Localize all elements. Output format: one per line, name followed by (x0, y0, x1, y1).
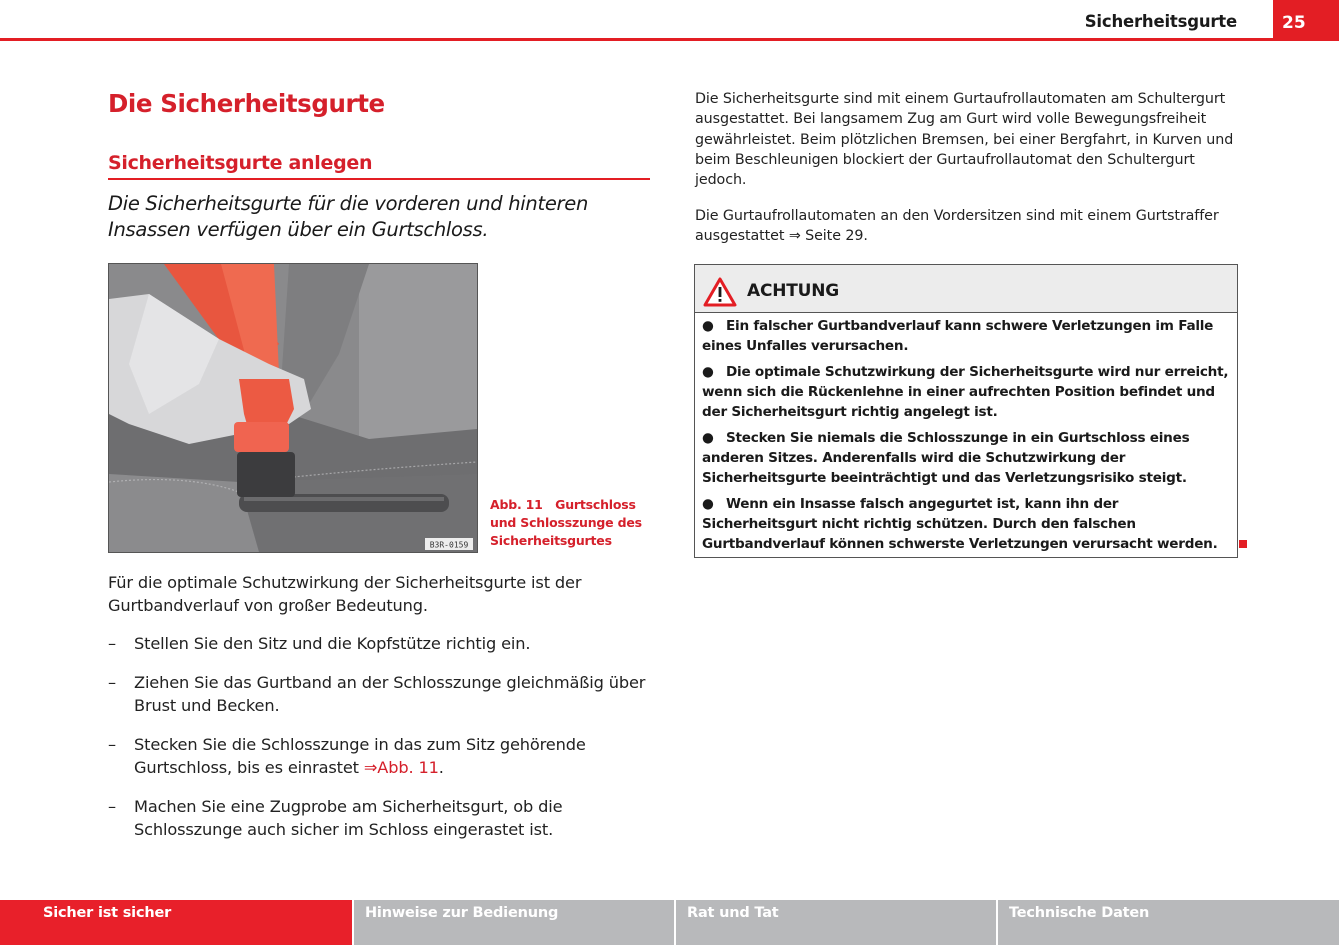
warning-item-text: Wenn ein Insasse falsch angegurtet ist, kann ihn der Sicherheitsgurt nicht richtig schützen. Durch den falschen Gurtbandverlauf können schwerste Verletzungen verursacht werden. (702, 496, 1218, 553)
bullet: ● (702, 430, 714, 446)
footer-tab-label: Sicher ist sicher (43, 905, 172, 921)
warning-header (695, 265, 1237, 313)
step-text: Stecken Sie die Schlosszunge in das zum Sitz gehörende Gurtschloss, bis es einrastet (134, 735, 586, 777)
step-text: Machen Sie eine Zugprobe am Sicherheitsgurt, ob die Schlosszunge auch sicher im Schloss eingerastet ist. (134, 797, 563, 839)
header-rule (0, 38, 1273, 41)
step-text-container (134, 734, 654, 779)
page-number-badge (1273, 0, 1339, 41)
warning-item (702, 362, 1232, 423)
footer-tab-sicher-ist-sicher[interactable] (0, 900, 352, 945)
footer-tab-label: Technische Daten (1009, 905, 1150, 921)
figure-caption-label: Abb. 11 (490, 497, 543, 512)
pretensioner-paragraph: Die Gurtaufrollautomaten an den Vordersitzen sind mit einem Gurtstraffer ausgestattet ⇒ Seite 29. (695, 208, 1219, 245)
figure-caption (490, 496, 658, 550)
section-end-marker (1239, 540, 1247, 548)
page-number: 25 (1282, 13, 1306, 33)
chapter-title: Die Sicherheitsgurte (108, 89, 385, 118)
warning-title: ACHTUNG (747, 281, 840, 301)
footer-tab-technische-daten[interactable] (998, 900, 1339, 945)
warning-triangle-icon (703, 277, 737, 307)
section-rule (108, 178, 650, 180)
step-text-end: . (438, 757, 444, 777)
footer-tab-hinweise-zur-bedienung[interactable] (354, 900, 674, 945)
warning-item (702, 316, 1232, 356)
section-title: Sicherheitsgurte anlegen (108, 152, 373, 174)
warning-item-text: Ein falscher Gurtbandverlauf kann schwere Verletzungen im Falle eines Unfalles verursachen. (702, 318, 1214, 355)
footer-tab-rat-und-tat[interactable] (676, 900, 996, 945)
footer-tab-label: Rat und Tat (687, 905, 779, 921)
seatbelt-illustration (109, 264, 477, 552)
retractor-paragraph: Die Sicherheitsgurte sind mit einem Gurtaufrollautomaten am Schultergurt ausgestattet. Bei langsamem Zug am Gurt wird volle Bewegungsfreiheit gewährleistet. Beim plötzlichen Bremsen, bei einer Bergfahrt, in Kurven und beim Beschleunigen blockiert der Gurtaufrollautomat den Schultergurt jedoch. (695, 91, 1234, 189)
bullet: ● (702, 364, 714, 380)
step-text: Stellen Sie den Sitz und die Kopfstütze richtig ein. (134, 634, 531, 653)
warning-box (694, 264, 1238, 558)
warning-item (702, 494, 1232, 555)
section-intro: Die Sicherheitsgurte für die vorderen und hinteren Insassen verfügen über ein Gurtschloss. (108, 192, 589, 241)
figure-code: B3R-0159 (429, 540, 469, 550)
step-dash: – (108, 797, 116, 816)
figure-seatbelt-buckle (108, 263, 478, 553)
step-text: Ziehen Sie das Gurtband an der Schlosszunge gleichmäßig über Brust und Becken. (134, 673, 646, 715)
bullet: ● (702, 496, 714, 512)
warning-item-text: Die optimale Schutzwirkung der Sicherheitsgurte wird nur erreicht, wenn sich die Rückenlehne in einer aufrechten Position befindet und der Sicherheitsgurt richtig angelegt ist. (702, 364, 1229, 421)
step-dash: – (108, 673, 116, 692)
body-paragraph: Für die optimale Schutzwirkung der Sicherheitsgurte ist der Gurtbandverlauf von großer Bedeutung. (108, 573, 582, 615)
figure-reference-link[interactable]: ⇒Abb. 11 (363, 757, 439, 777)
running-header-title: Sicherheitsgurte (1084, 12, 1237, 31)
warning-item-text: Stecken Sie niemals die Schlosszunge in ein Gurtschloss eines anderen Sitzes. Anderenfalls wird die Schutzwirkung der Sicherheitsgurte beeinträchtigt und das Verletzungsrisiko steigt. (702, 430, 1190, 487)
warning-item (702, 428, 1232, 489)
figure-caption-text: Gurtschloss und Schlosszunge des Sicherheitsgurtes (490, 497, 642, 548)
step-dash: – (108, 735, 116, 754)
step-dash: – (108, 634, 116, 653)
bullet: ● (702, 318, 714, 334)
footer-tab-label: Hinweise zur Bedienung (365, 905, 559, 921)
